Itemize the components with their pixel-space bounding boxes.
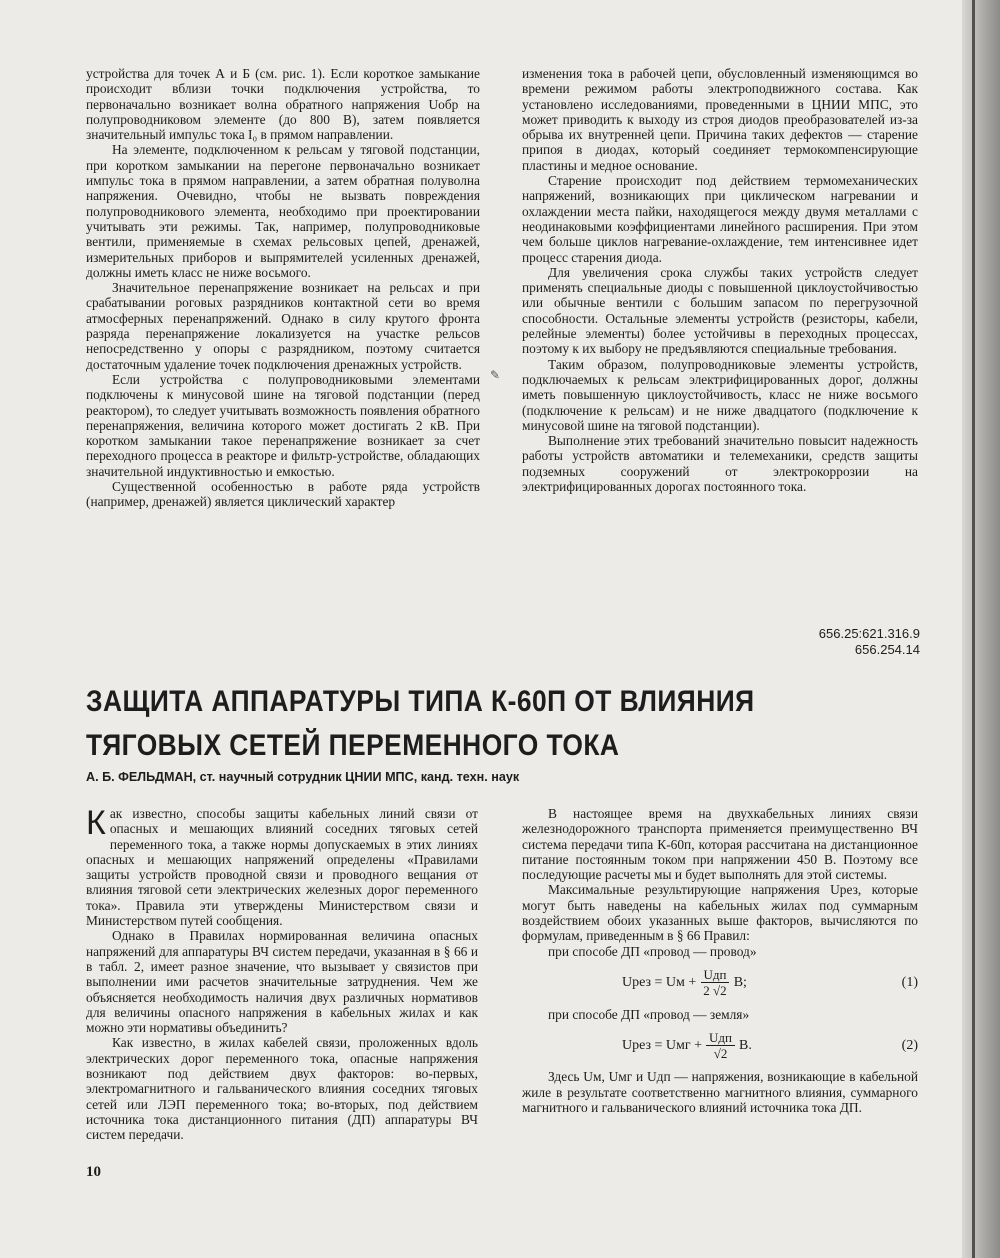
author-line: А. Б. ФЕЛЬДМАН, ст. научный сотрудник ЦНИИ МПС, канд. техн. наук xyxy=(86,770,520,784)
formula-case-label: при способе ДП «провод — провод» xyxy=(548,943,757,959)
formula-1 xyxy=(622,967,918,999)
fraction-numerator: Uдп xyxy=(706,1030,735,1046)
paragraph: На элементе, подключенном к рельсам у тяговой подстанции, при коротком замыкании на перегоне первоначально возникает импульс тока в прямом направлении, а затем обратная полуволна напряжения. Очевидно, чтобы не вызвать повреждения полупроводникового элемента, необходимо при проектировании учитывать эти режимы. Так, например, полупроводниковые вентили, применяемые в схемах рельсовых цепей, дренажей, измерительных приборов и выпрямителей усиленных дренажей, должны иметь класс не ниже восьмого. xyxy=(86,142,480,280)
formula-fraction xyxy=(700,967,729,999)
udc-line: 656.254.14 xyxy=(854,642,920,657)
paragraph: Старение происходит под действием термомеханических напряжений, возникающих при циклическом нагревании и охлаждении места пайки, находящегося между двумя металлами с неодинаковыми коэффициентами линейного расширения. При этом чем больше циклов нагревание-охлаждение, тем интенсивнее идет процесс старения диода. xyxy=(522,173,918,265)
formula-fraction xyxy=(706,1030,735,1062)
paragraph: изменения тока в рабочей цепи, обусловленный изменяющимся во времени режимом работы электроподвижного состава. Как установлено исследованиями, проведенными в ЦНИИ МПС, это может приводить к выходу из строя диодов преобразователей из-за обрыва их внутренней цепи. Причина таких дефектов — старение припоя в диодах, который соединяет термокомпенсирующие пластины и медное основание. xyxy=(522,66,918,173)
equation-number: (1) xyxy=(901,975,918,991)
formula-unit: В; xyxy=(733,975,747,991)
paragraph: Таким образом, полупроводниковые элементы устройств, подключаемых к рельсам электрифицированных дорог, должны иметь повышенную циклоустойчивость, класс не ниже восьмого (подключение к рельсам) и не ниже двадцатого (подключение к минусовой шине на тяговой подстанции). xyxy=(522,356,918,433)
paragraph: Максимальные результирующие напряжения Uрез, которые могут быть наведены на кабельных жилах под суммарным воздействием обоих указанных выше факторов, вычисляются по формулам, приведенным в § 66 Правил: xyxy=(522,882,918,944)
paragraph-text: ак известно, способы защиты кабельных линий связи от опасных и мешающих влияний соседних тяговых сетей переменного тока, а также нормы допускаемых в этих линиях опасных и мешающих напряжений определены «Правилами защиты устройств проводной связи и проводного вещания от влияния тяговой сети электрических железных дорог переменного тока». Правила эти утверждены Министерством связи и Министерством путей сообщения. xyxy=(86,806,478,929)
paragraph: В настоящее время на двухкабельных линиях связи железнодорожного транспорта применяется преимущественно ВЧ система передачи типа К-60п, которая рассчитана на дистанционное питание постоянным током при напряжении 450 В. Поэтому все последующие расчеты мы и будет выполнять для этой системы. xyxy=(522,806,918,883)
formula-unit: В. xyxy=(739,1038,752,1053)
formula-case-label: при способе ДП «провод — земля» xyxy=(548,1006,750,1022)
page-edge-shadow xyxy=(962,0,1000,1258)
title-line: ТЯГОВЫХ СЕТЕЙ ПЕРЕМЕННОГО ТОКА xyxy=(86,729,620,762)
paragraph: Значительное перенапряжение возникает на рельсах и при срабатывании роговых разрядников контактной сети во время атмосферных перенапряжений. Однако в силу крутого фронта разряда перенапряжение локализуется на участке рельсов непосредственно у опоры с разрядником, поэтому считается достаточным удаление точек подключения дренажных устройств. xyxy=(86,280,480,372)
paragraph: Здесь Uм, Uмг и Uдп — напряжения, возникающие в кабельной жиле в результате соответственно магнитного влияния, суммарного магнитного и гальванического влияний источника тока ДП. xyxy=(522,1069,918,1116)
paragraph: устройства для точек А и Б (см. рис. 1). Если короткое замыкание происходит вблизи точки подключения устройства, то первоначально возникает волна обратного напряжения Uобр на полупроводниковом элементе (до 800 В), затем появляется значительный импульс тока I₀ в прямом направлении. xyxy=(86,66,480,143)
article-left-column xyxy=(86,806,478,1143)
paragraph: Выполнение этих требований значительно повысит надежность работы устройств автоматики и телемеханики, средств защиты подземных сооружений от электрокоррозии на электрифицированных дорогах постоянного тока. xyxy=(522,433,918,495)
paragraph: Как известно, в жилах кабелей связи, проложенных вдоль электрических дорог переменного тока, опасные напряжения возникают под действием двух факторов: во-первых, электромагнитного и гальванического влияния соседних тяговых сетей или ЛЭП переменного тока; во-вторых, под действием источника тока дистанционного питания (ДП) аппаратуры ВЧ систем передачи. xyxy=(86,1035,478,1143)
formula-2 xyxy=(622,1030,918,1062)
paragraph: Однако в Правилах нормированная величина опасных напряжений для аппаратуры ВЧ систем передачи, указанная в § 66 и в табл. 2, имеет разное значение, что вызывает у связистов при выполнении ими расчетов значительные затруднения. Чем же объясняется необходимость наличия двух различных нормативов для величины опасного напряжения в кабельных жилах и как можно эти нормативы объединить? xyxy=(86,928,478,1036)
fraction-denominator: 2 √2 xyxy=(703,983,727,999)
equation-number: (2) xyxy=(901,1038,918,1053)
ink-mark: ✎ xyxy=(490,368,501,382)
drop-cap: К xyxy=(86,804,106,842)
article-title xyxy=(86,680,755,768)
page-number: 10 xyxy=(86,1164,101,1180)
udc-line: 656.25:621.316.9 xyxy=(818,626,920,641)
paragraph: Для увеличения срока службы таких устройств следует применять специальные диоды с повышенной циклоустойчивостью или обычные вентили с большим запасом по перегрузочной способности. Остальные элементы устройств (резисторы, кабели, релейные элементы) более устойчивы в переходных процессах, поэтому к их выбору не предъявляются специальные требования. xyxy=(522,264,918,357)
formula-lhs: Uрез = Uм + xyxy=(622,975,697,991)
left-top-column xyxy=(86,66,480,510)
udc-code xyxy=(819,626,920,658)
formula-lhs: Uрез = Uмг + xyxy=(622,1038,703,1053)
right-top-column xyxy=(522,66,918,494)
paragraph: Если устройства с полупроводниковыми элементами подключены к минусовой шине на тяговой подстанции (перед реактором), то следует учитывать возможность появления обратного перенапряжения, величина которого может достигать 2 кВ. При коротком замыкании такое перенапряжение возникает за счет переходного процесса в реакторе и фильтр-устройстве, обладающих значительной индуктивностью и емкостью. xyxy=(86,371,480,479)
fraction-numerator: Uдп xyxy=(701,967,730,983)
paragraph: Существенной особенностью в работе ряда устройств (например, дренажей) является циклический характер xyxy=(86,479,480,510)
page-edge-line xyxy=(972,0,975,1258)
title-line: ЗАЩИТА АППАРАТУРЫ ТИПА К-60П ОТ ВЛИЯНИЯ xyxy=(86,685,755,718)
fraction-denominator: √2 xyxy=(713,1046,728,1062)
paragraph xyxy=(86,806,478,928)
article-right-column xyxy=(522,806,918,1115)
